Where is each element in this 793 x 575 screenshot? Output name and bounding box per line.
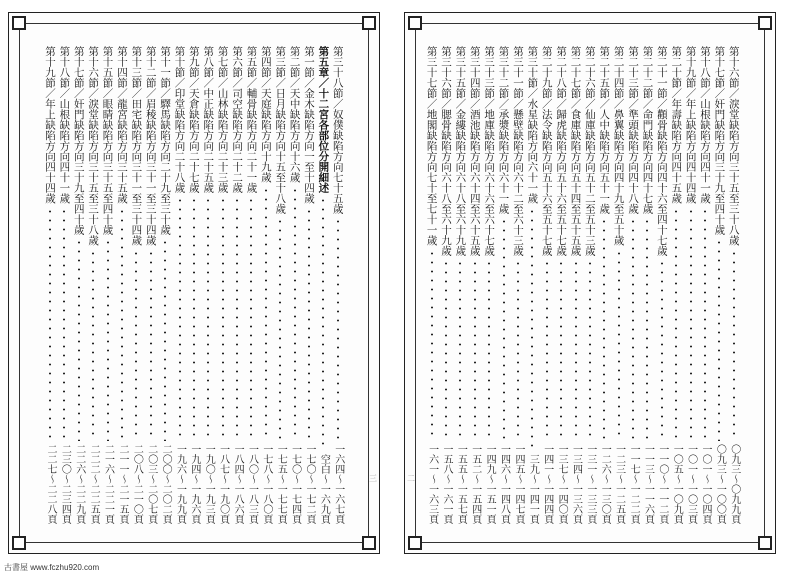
toc-entry-page-range: 一一〇～一一二頁 [656, 444, 668, 524]
toc-entry-title: 第四節／天庭缺陷方向十九歲 [259, 46, 272, 183]
toc-entry-title: 第十六節／淚堂缺陷方向三十五至三十八歲 [87, 46, 100, 246]
toc-entry [260, 46, 272, 524]
frame-corner [12, 536, 26, 550]
toc-entry [526, 46, 538, 524]
toc-entry-title: 第三十一節／懸壁缺陷方向六十二至六十三歲 [511, 46, 524, 256]
dot-leader [459, 259, 461, 441]
toc-entry-title: 第十二節／眉稜缺陷方向三十一至三十四歲 [144, 46, 157, 246]
toc-entry [713, 46, 725, 524]
toc-entry [332, 46, 344, 524]
toc-entry-page-range: 一四一～一四四頁 [541, 444, 553, 524]
toc-entry-page-range: 一五八～一六一頁 [440, 444, 452, 524]
toc-entry-title: 第三十三節／地庫缺陷方向六十六至六十七歲 [483, 46, 496, 256]
toc-entry-page-range: 一九四～一九六頁 [188, 444, 200, 524]
toc-entry-page-range: 二二七～二二八頁 [44, 444, 56, 524]
dot-leader [690, 207, 692, 442]
dot-leader [546, 259, 548, 441]
dot-leader [431, 249, 433, 442]
dot-leader [164, 238, 166, 441]
dot-leader [265, 186, 267, 442]
toc-entry-page-range: 二一一～二一五頁 [116, 444, 128, 524]
frame-corner [362, 536, 376, 550]
toc-entry-page-range: 一九六～一九九頁 [174, 444, 186, 524]
toc-entry-page-range: 一五二～一五四頁 [469, 444, 481, 524]
toc-entry [454, 46, 466, 524]
toc-entry-title: 第十一節／驛馬缺陷方向二十九至三十歲 [159, 46, 172, 235]
toc-entry-page-range: 〇九三～一〇〇頁 [714, 444, 726, 524]
toc-entry [627, 46, 639, 524]
toc-entry [684, 46, 696, 524]
toc-entry [497, 46, 509, 524]
dot-leader [733, 249, 735, 442]
toc-entry-page-range: 一四九～一五一頁 [484, 444, 496, 524]
toc-entry [469, 46, 481, 524]
toc-entry-page-range: 二二二～二二五頁 [88, 444, 100, 524]
toc-entry-page-range: 一三四～一三六頁 [570, 444, 582, 524]
toc-entry-page-range: 一七五～一七七頁 [275, 444, 287, 524]
toc-entry [483, 46, 495, 524]
toc-entry [130, 46, 142, 524]
dot-leader [488, 259, 490, 441]
frame-corner [408, 536, 422, 550]
dot-leader [78, 238, 80, 441]
toc-entry-title: 第三十節／水星缺陷方向六十一歲 [526, 46, 539, 204]
dot-leader [322, 196, 324, 451]
toc-entry [612, 46, 624, 524]
page-side-mark: 二 [407, 474, 415, 483]
toc-entry-title: 第十九節／年上缺陷方向四十四歲 [43, 46, 56, 204]
toc-entry-page-range: 一六一～一六三頁 [426, 444, 438, 524]
toc-entry-title: 第三十六節／腮骨缺陷方向六十八至六十九歲 [439, 46, 452, 256]
toc-entry-title: 第三十七節／地閣缺陷方向七十至七十一歲 [425, 46, 438, 246]
toc-entry-title: 第三十五節／金縷缺陷方向六十八至六十九歲 [454, 46, 467, 256]
dot-leader [250, 196, 252, 441]
toc-entry-page-range: 一九〇～一九三頁 [203, 444, 215, 524]
toc-entry-page-range: 一六四～一六七頁 [332, 444, 344, 524]
dot-leader [92, 249, 94, 442]
toc-entry [173, 46, 185, 524]
dot-leader [517, 259, 519, 441]
toc-entry [584, 46, 596, 524]
toc-entry-page-range: 一七〇～一七二頁 [304, 444, 316, 524]
left-toc-columns [44, 46, 344, 524]
toc-entry [440, 46, 452, 524]
dot-leader [150, 249, 152, 442]
toc-entry [87, 46, 99, 524]
toc-entry-title: 第二十一節／顴骨缺陷方向四十六至四十七歲 [655, 46, 668, 256]
toc-entry-title: 第八節／中正缺陷方向二十五歲 [202, 46, 215, 193]
toc-entry [274, 46, 286, 524]
toc-entry [641, 46, 653, 524]
toc-entry-title: 第二十四節／鼻翼缺陷方向四十九至五十歲 [612, 46, 625, 246]
toc-entry-title: 第五章／十二宮各部位分開細述 [317, 46, 330, 193]
toc-entry-title: 第十節／印堂缺陷方向二十八歲 [173, 46, 186, 193]
toc-entry [73, 46, 85, 524]
dot-leader [121, 207, 123, 442]
frame-corner [758, 536, 772, 550]
toc-entry-title: 第三十四節／酒池缺陷方向六十四至六十五歲 [468, 46, 481, 256]
toc-entry-title: 第七節／山林缺陷方向二十三歲 [216, 46, 229, 193]
toc-entry [245, 46, 257, 524]
toc-entry-page-range: 一四六～一四八頁 [498, 444, 510, 524]
dot-leader [618, 249, 620, 442]
toc-entry-page-range: 二〇八～二一〇頁 [131, 444, 143, 524]
dot-leader [49, 207, 51, 442]
toc-entry [656, 46, 668, 524]
toc-entry-title: 第五節／輔骨缺陷方向二十一歲 [245, 46, 258, 193]
dot-leader [661, 259, 663, 441]
toc-entry-title: 第二十節／年壽缺陷方向四十五歲 [670, 46, 683, 204]
toc-entry-page-range: 一七八～一八〇頁 [260, 444, 272, 524]
toc-entry-title: 第三十八節／奴僕缺陷方向七十五歲 [331, 46, 344, 214]
dot-leader [337, 217, 339, 441]
toc-entry [598, 46, 610, 524]
left-page-frame [19, 23, 369, 543]
dot-leader [575, 259, 577, 441]
dot-leader [531, 207, 533, 452]
toc-entry [303, 46, 315, 524]
toc-entry [569, 46, 581, 524]
toc-entry [145, 46, 157, 524]
toc-entry [202, 46, 214, 524]
toc-entry-page-range: 二一六～二二一頁 [102, 444, 114, 524]
right-page [404, 12, 776, 554]
toc-entry-page-range: 一三七～一四〇頁 [556, 444, 568, 524]
dot-leader [236, 196, 238, 441]
toc-entry-title: 第十七節／奸門缺陷方向三十九至四十歲 [72, 46, 85, 235]
toc-entry [58, 46, 70, 524]
dot-leader [207, 196, 209, 441]
right-toc-columns [425, 46, 740, 524]
toc-entry-page-range: 一七〇～一七四頁 [289, 444, 301, 524]
toc-entry-page-range: 一二六～一三〇頁 [599, 444, 611, 524]
dot-leader [179, 196, 181, 441]
toc-entry-page-range: 一八〇～一八三頁 [246, 444, 258, 524]
left-page [8, 12, 380, 554]
toc-entry [159, 46, 171, 524]
dot-leader [718, 238, 720, 441]
dot-leader [589, 259, 591, 441]
toc-entry-title: 第二十七節／食庫缺陷方向五十四至五十五歲 [569, 46, 582, 256]
toc-entry [555, 46, 567, 524]
toc-entry [101, 46, 113, 524]
dot-leader [135, 249, 137, 442]
toc-entry-title: 第十四節／龍宮缺陷方向三十五歲 [115, 46, 128, 204]
toc-entry-page-range: 一四五～一四七頁 [512, 444, 524, 524]
dot-leader [646, 217, 648, 441]
toc-entry-title: 第十九節／年上缺陷方向四十四歲 [684, 46, 697, 204]
toc-entry-title: 第六節／司空缺陷方向二十二歲 [231, 46, 244, 193]
frame-corner [362, 16, 376, 30]
toc-entry-title: 第二十九節／法令缺陷方向五十六至五十七歲 [540, 46, 553, 256]
toc-entry-page-range: 空白～一六九頁 [318, 454, 330, 524]
toc-entry-title: 第二十八節／歸虎缺陷方向五十六至五十七歲 [555, 46, 568, 256]
toc-entry-title: 第三節／日月缺陷方向十五至十八歲 [274, 46, 287, 214]
toc-entry-page-range: 二二六～二二九頁 [73, 444, 85, 524]
frame-corner [408, 16, 422, 30]
toc-entry-title: 第二十六節／仙庫缺陷方向五十二至五十三歲 [583, 46, 596, 256]
toc-entry-page-range: 二〇三～二〇七頁 [145, 444, 157, 524]
dot-leader [474, 259, 476, 441]
dot-leader [308, 207, 310, 442]
toc-entry-title: 第十八節／山根缺陷方向四十一歲 [699, 46, 712, 204]
toc-entry-page-range: 一八四～一八六頁 [232, 444, 244, 524]
dot-leader [63, 207, 65, 442]
toc-entry-page-range: 〇九三～〇九九頁 [728, 444, 740, 524]
dot-leader [279, 217, 281, 441]
toc-entry [728, 46, 740, 524]
page-side-mark: 三 [369, 474, 377, 483]
toc-entry-page-range: 一三一～一三三頁 [584, 444, 596, 524]
dot-leader [603, 217, 605, 441]
toc-entry [699, 46, 711, 524]
toc-entry-page-range: 二〇〇～二〇二頁 [160, 444, 172, 524]
toc-entry-title: 第二十五節／人中缺陷方向五十一歲 [598, 46, 611, 214]
toc-entry-title: 第十五節／眼睛缺陷方向三十五至四十歲 [101, 46, 114, 235]
chapter-heading-entry [317, 46, 329, 524]
dot-leader [560, 259, 562, 441]
toc-entry-page-range: 三九～一四一頁 [527, 454, 539, 524]
dot-leader [222, 196, 224, 441]
toc-entry-title: 第二節／天中缺陷方向十六歲 [288, 46, 301, 183]
toc-entry-title: 第二十三節／準頭缺陷方向四十八歲 [627, 46, 640, 214]
toc-entry-title: 第二十二節／命門缺陷方向四十七歲 [641, 46, 654, 214]
toc-entry [425, 46, 437, 524]
right-page-frame [415, 23, 765, 543]
toc-entry-page-range: 一五五～一五七頁 [455, 444, 467, 524]
frame-corner [758, 16, 772, 30]
toc-entry-title: 第十三節／田宅缺陷方向三十一至三十四歲 [130, 46, 143, 246]
dot-leader [294, 186, 296, 442]
dot-leader [704, 207, 706, 442]
toc-entry-page-range: 一一三～一一六頁 [642, 444, 654, 524]
toc-entry-page-range: 一〇一～一〇三頁 [685, 444, 697, 524]
toc-entry-title: 第三十二節／承漿缺陷方向六十一歲 [497, 46, 510, 214]
toc-entry-page-range: 一〇一～一〇四頁 [700, 444, 712, 524]
toc-entry-title: 第十八節／山根缺陷方向四十一歲 [58, 46, 71, 204]
toc-entry [116, 46, 128, 524]
toc-entry [188, 46, 200, 524]
dot-leader [193, 196, 195, 441]
toc-entry-page-range: 二三〇～二三四頁 [59, 444, 71, 524]
dot-leader [445, 259, 447, 441]
toc-entry [216, 46, 228, 524]
toc-entry-title: 第一節／金木缺陷方向一至十四歲 [303, 46, 316, 204]
toc-entry [288, 46, 300, 524]
toc-entry-page-range: 一〇五～一〇九頁 [671, 444, 683, 524]
toc-entry-page-range: 一一七～一二二頁 [628, 444, 640, 524]
toc-entry-title: 第十七節／奸門缺陷方向三十九至四十歲 [713, 46, 726, 235]
toc-entry [512, 46, 524, 524]
dot-leader [107, 238, 109, 441]
toc-entry-title: 第九節／天倉缺陷方向二十七歲 [187, 46, 200, 193]
toc-entry-page-range: 一二三～一二五頁 [613, 444, 625, 524]
toc-entry-title: 第十六節／淚堂缺陷方向三十五至三十八歲 [727, 46, 740, 246]
dot-leader [503, 217, 505, 441]
site-watermark: 古書屋 www.fczhu920.com [4, 563, 100, 572]
toc-entry [231, 46, 243, 524]
toc-entry [44, 46, 56, 524]
dot-leader [675, 207, 677, 442]
toc-entry-page-range: 一八七～一九〇頁 [217, 444, 229, 524]
frame-corner [12, 16, 26, 30]
toc-entry [541, 46, 553, 524]
toc-entry [670, 46, 682, 524]
dot-leader [632, 217, 634, 441]
